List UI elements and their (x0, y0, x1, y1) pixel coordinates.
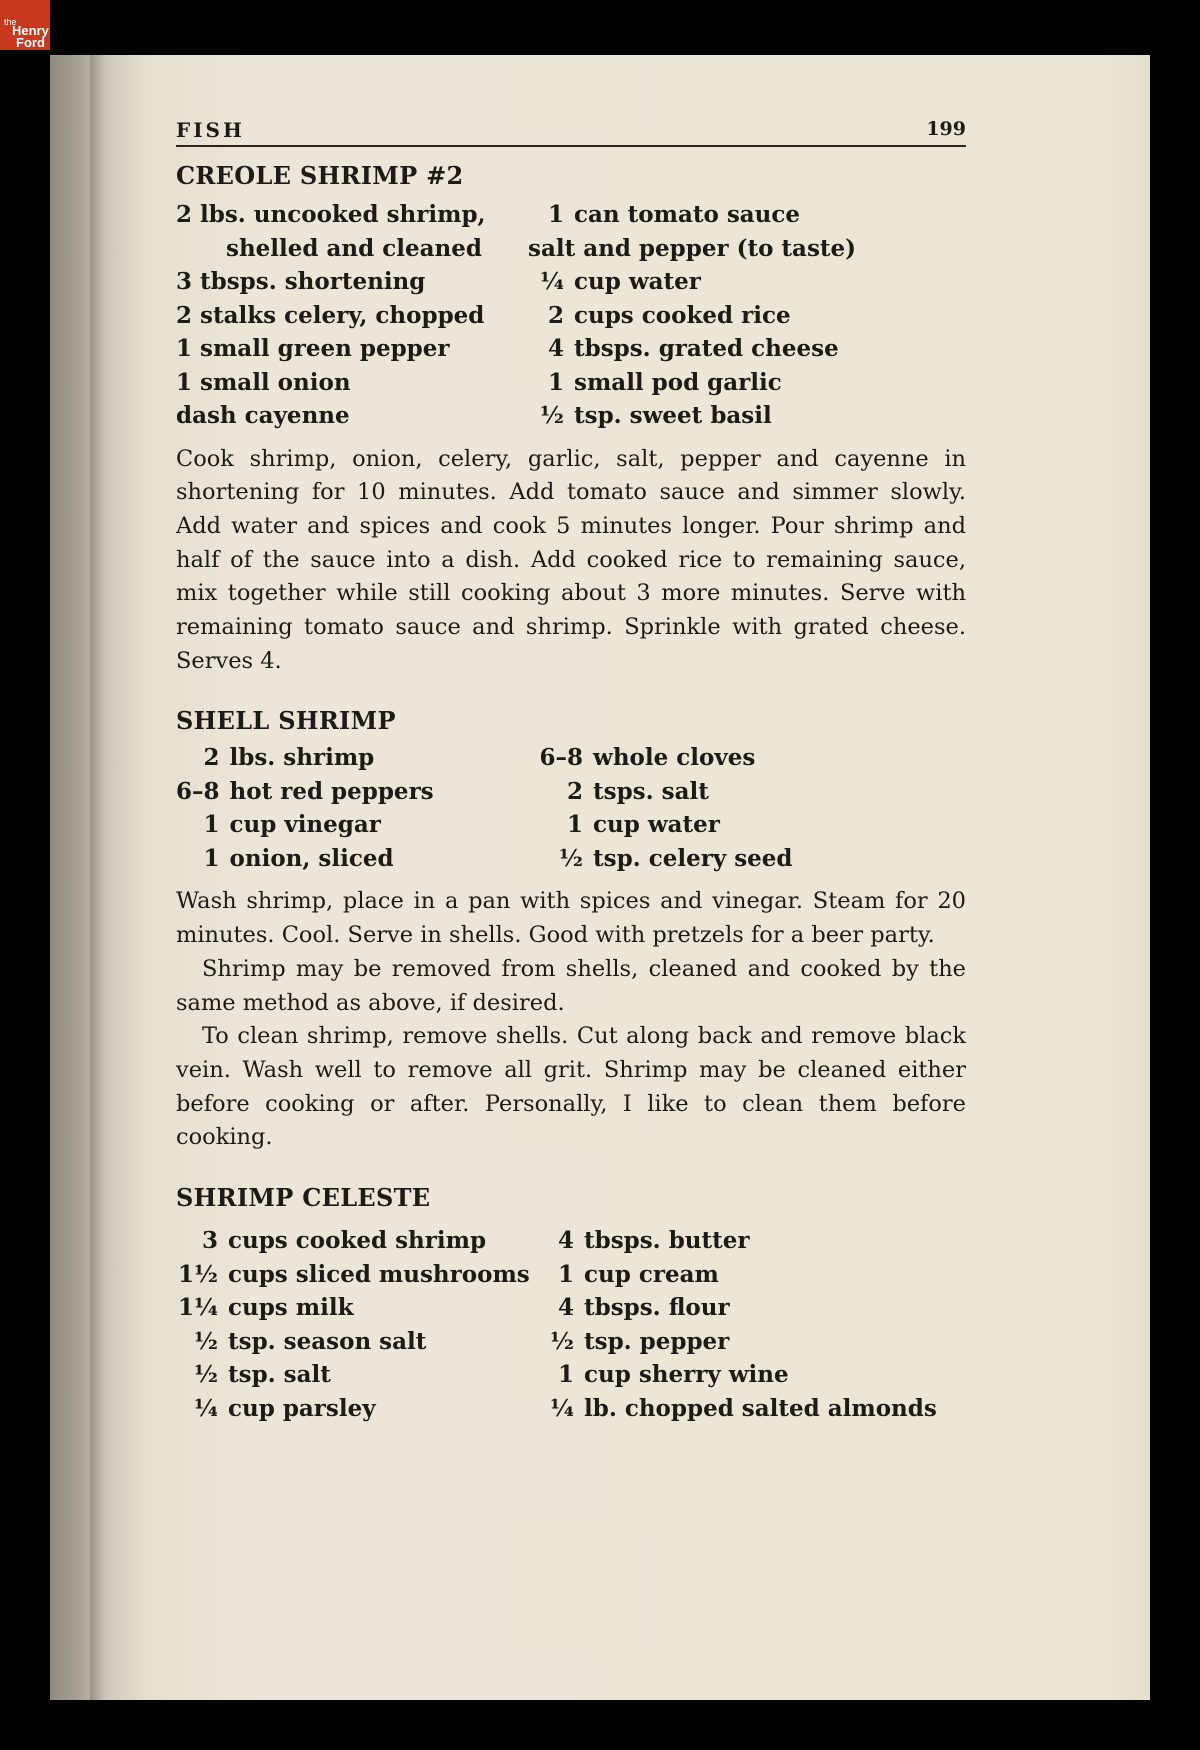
ingredient-left-qty: 1¼ (178, 1294, 218, 1322)
ingredient-left-qty: 1 (203, 844, 220, 872)
ingredient-right-qty: 2 (547, 301, 564, 329)
ingredient-right-qty: ½ (559, 844, 584, 872)
recipe-shell-shrimp (176, 704, 966, 1155)
ingredient-right-desc: can tomato sauce (574, 201, 801, 228)
ingredient-right-qty: ¼ (550, 1394, 574, 1422)
ingredient-right-qty: 6–8 (539, 744, 584, 772)
ingredient-right-qty: 1 (557, 1260, 574, 1288)
recipe-note: To clean shrimp, remove shells. Cut along back and remove black vein. Wash well to remove all grit. Shrimp may be cleaned either before cooking or after. Personally, I like to clean them before cooking. (176, 1023, 966, 1151)
ingredient-row (176, 808, 793, 842)
recipe-shrimp-celeste (176, 1181, 966, 1425)
recipe-instructions: Wash shrimp, place in a pan with spices and vinegar. Steam for 20 minutes. Cool. Serve in shells. Good with pretzels for a beer party. (176, 888, 966, 949)
ingredient-left-qty: ½ (194, 1327, 218, 1355)
ingredient-left-desc: tsp. season salt (228, 1327, 427, 1355)
ingredient-left-desc: tsp. salt (228, 1361, 331, 1389)
ingredient-right-desc: whole cloves (593, 744, 756, 772)
ingredient-list (176, 741, 793, 875)
ingredient-left-qty: 6–8 (176, 777, 220, 805)
ingredient-left: 2 lbs. uncooked shrimp, (176, 201, 486, 228)
ingredient-row (176, 1392, 937, 1426)
ingredient-right-desc: tbsps. flour (584, 1294, 730, 1322)
ingredient-left-desc: cups sliced mushrooms (228, 1260, 530, 1288)
ingredient-row (176, 198, 856, 232)
ingredient-row (176, 265, 856, 299)
logo-text-ford: Ford (16, 35, 45, 50)
ingredient-right-qty: ½ (540, 402, 564, 429)
ingredient-left-desc: hot red peppers (229, 777, 434, 805)
ingredient-right-desc: cup cream (584, 1260, 719, 1288)
ingredient-row (176, 1358, 937, 1392)
recipe-title: SHRIMP CELESTE (176, 1183, 431, 1213)
henry-ford-logo (0, 0, 50, 50)
ingredient-right-qty: ½ (550, 1327, 574, 1355)
recipe-instructions: Cook shrimp, onion, celery, garlic, salt, pepper and cayenne in shortening for 10 minutes. Add tomato sauce and simmer slowly. Add water and spices and cook 5 minutes longer. Pour shrimp and half of the sauce into a dish. Add cooked rice to remaining sauce, mix together while still cooking about 3 more minutes. Serve with remaining tomato sauce and shrimp. Sprinkle with grated cheese. Serves 4. (176, 445, 966, 674)
ingredient-left: 3 tbsps. shortening (176, 268, 426, 295)
ingredient-left-desc: cup parsley (228, 1394, 376, 1422)
running-header (176, 115, 966, 147)
ingredient-right-qty: 4 (557, 1294, 574, 1322)
logo-text-henry: Henry (12, 23, 49, 38)
ingredient-right-desc: tsp. celery seed (593, 844, 793, 872)
ingredient-left: 2 stalks celery, chopped (176, 301, 485, 329)
ingredient-row (176, 842, 793, 876)
recipe-creole-shrimp (176, 159, 966, 678)
ingredient-right-desc: cup sherry wine (584, 1361, 789, 1389)
ingredient-left: 1 small onion (176, 368, 351, 396)
ingredient-right-desc: tbsps. grated cheese (574, 335, 839, 362)
ingredient-row (176, 1224, 937, 1258)
ingredient-left-desc: cups cooked shrimp (228, 1227, 487, 1255)
ingredient-left-desc: cup vinegar (229, 811, 381, 839)
ingredient-left-desc: lbs. shrimp (229, 744, 375, 772)
ingredient-row (176, 299, 856, 333)
ingredient-right-qty: 1 (567, 811, 584, 839)
recipe-note: Shrimp may be removed from shells, cleaned and cooked by the same method as above, if desired. (176, 955, 966, 1016)
ingredient-row (176, 1325, 937, 1359)
ingredient-right-desc: tbsps. butter (584, 1227, 750, 1255)
ingredient-right-qty: ¼ (540, 268, 564, 295)
ingredient-left: dash cayenne (176, 402, 350, 429)
ingredient-right-desc: cup water (593, 811, 720, 839)
ingredient-row (176, 775, 793, 809)
ingredient-left-qty: ½ (194, 1361, 218, 1389)
ingredient-left-qty: 1 (203, 811, 220, 839)
section-title: FISH (176, 118, 245, 142)
ingredient-right-qty: 1 (547, 201, 564, 228)
page-number: 199 (926, 118, 966, 140)
logo-text-the: the (4, 17, 17, 27)
ingredient-row (176, 741, 793, 775)
recipe-title: SHELL SHRIMP (176, 706, 396, 736)
recipe-title: CREOLE SHRIMP #2 (176, 161, 464, 190)
ingredient-right-qty: 1 (557, 1361, 574, 1389)
ingredient-left-desc: onion, sliced (229, 844, 394, 872)
ingredient-right-desc: cups cooked rice (574, 301, 791, 329)
ingredient-list (176, 198, 856, 433)
ingredient-left-qty: 1½ (178, 1260, 218, 1288)
ingredient-right-qty: 2 (567, 777, 584, 805)
ingredient-right-desc: salt and pepper (to taste) (528, 234, 857, 262)
ingredient-left-qty: ¼ (194, 1394, 218, 1422)
ingredient-row (176, 1291, 937, 1325)
ingredient-right-desc: tsp. pepper (584, 1327, 730, 1355)
ingredient-row (176, 399, 856, 433)
ingredient-right-qty: 4 (557, 1227, 574, 1255)
ingredient-right-qty: 1 (547, 368, 564, 396)
ingredient-row (176, 232, 856, 266)
ingredient-right-desc: small pod garlic (574, 368, 782, 396)
ingredient-row (176, 332, 856, 366)
ingredient-left: 1 small green pepper (176, 335, 450, 362)
ingredient-row (176, 366, 856, 400)
ingredient-left-qty: 2 (203, 744, 220, 772)
ingredient-row (176, 1258, 937, 1292)
book-page (50, 55, 1150, 1700)
ingredient-right-desc: tsps. salt (593, 777, 709, 805)
ingredient-right-qty: 4 (547, 335, 564, 362)
ingredient-right-desc: cup water (574, 268, 701, 295)
ingredient-right-desc: lb. chopped salted almonds (584, 1394, 937, 1422)
ingredient-left-qty: 3 (201, 1227, 218, 1255)
ingredient-right-desc: tsp. sweet basil (574, 402, 772, 429)
page-gutter-shadow (90, 55, 104, 1700)
ingredient-list (176, 1224, 937, 1425)
page-content (176, 115, 966, 1425)
ingredient-left: shelled and cleaned (226, 234, 482, 262)
ingredient-left-desc: cups milk (228, 1294, 354, 1322)
